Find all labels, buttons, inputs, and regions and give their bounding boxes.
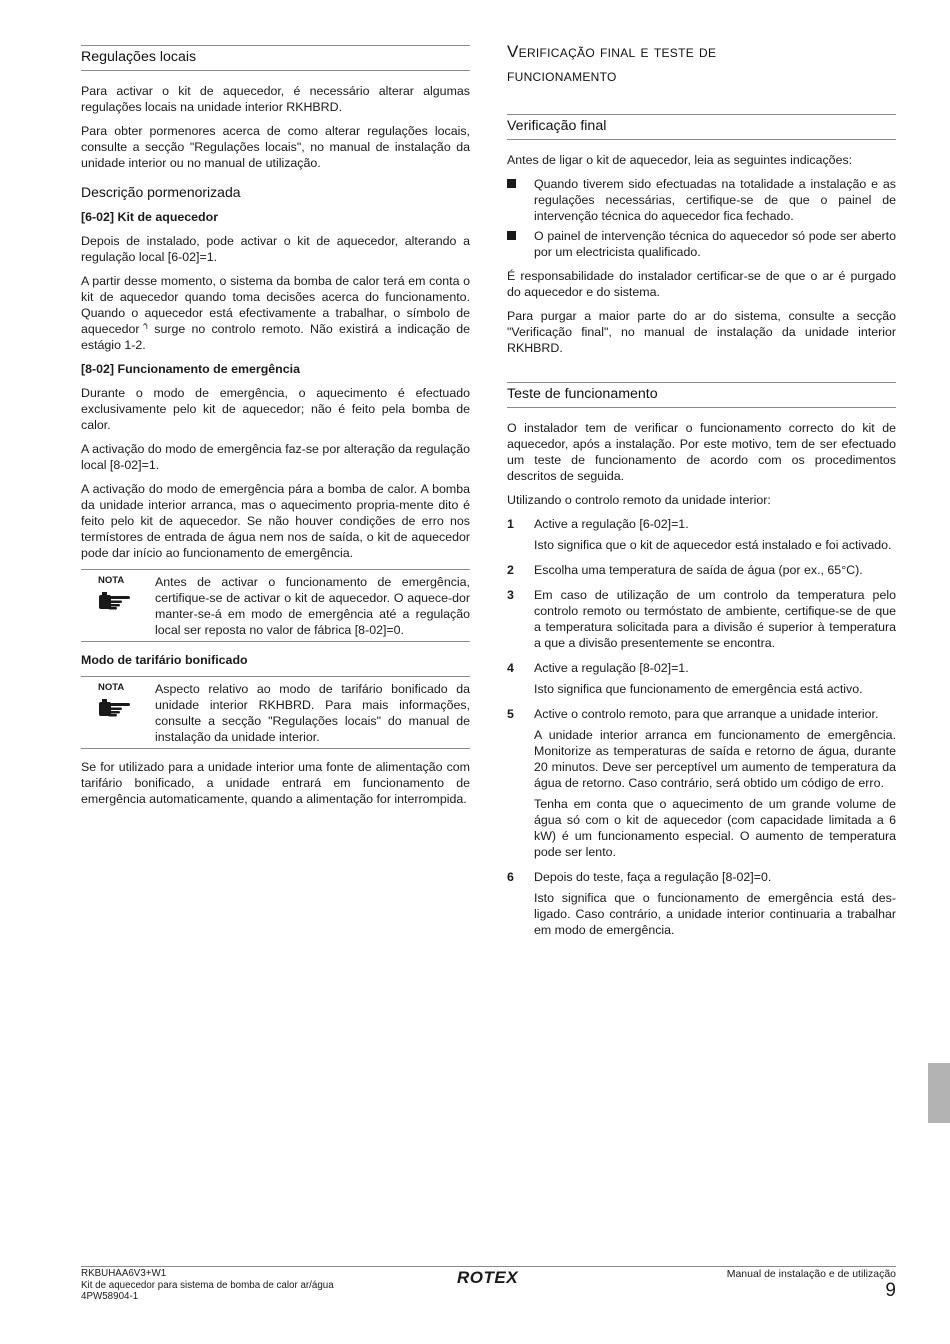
note-box-tariff	[81, 676, 470, 749]
step-number: 4	[507, 661, 514, 675]
step-number: 5	[507, 707, 514, 721]
pointing-hand-icon	[81, 698, 155, 722]
final-check-paragraph-2: Para purgar a maior parte do ar do sistema, consulte a secção "Verificação final", no manual de instalação da unidade interior RKHBRD.	[507, 309, 896, 355]
step-detail: Isto significa que o kit de aquecedor está instalado e foi activado.	[534, 538, 892, 552]
step-detail: Tenha em conta que o aquecimento de um grande volume de água só com o kit de aquecedor (com capacidade limitada a 6 kW) é um funcionamento especial. O aumento de temperatura pode ser lento.	[534, 797, 896, 859]
step-detail: Isto significa que o funcionamento de emergência está des-ligado. Caso contrário, a unidade interior continuaria a trabalhar em modo de emergência.	[534, 891, 896, 937]
local-settings-paragraph-2: Para obter pormenores acerca de como alterar regulações locais, consulte a secção "Regulações locais", no manual de instalação da unidade interior ou no manual de utilização.	[81, 124, 470, 170]
note-label: NOTA	[98, 575, 125, 586]
test-run-paragraph-1: O instalador tem de verificar o funcionamento correcto do kit de aquecedor, após a instalação. Por este motivo, tem de ser efectuado um teste de funcionamento de acordo com os procedimentos descritos de seguida.	[507, 421, 896, 483]
bullet-item	[507, 228, 896, 260]
section-heading-final-check: Verificação final	[507, 114, 896, 140]
emergency-paragraph-3: A activação do modo de emergência pára a bomba de calor. A bomba da unidade interior arranca, mas o aquecimento propria-mente dito é feito pelo kit de aquecedor. Se não houver condições de erro nos termístores de entrada de água nem nos de saída, o kit de aquecedor pode dar início ao funcionamento de emergência.	[81, 482, 470, 560]
step-item	[507, 587, 896, 656]
step-text: Active a regulação [6-02]=1.	[534, 517, 689, 531]
footer-code: 4PW58904-1	[81, 1291, 139, 1302]
step-text: Active a regulação [8-02]=1.	[534, 661, 689, 675]
step-item	[507, 706, 896, 865]
note-text: Antes de activar o funcionamento de emergência, certifique-se de activar o kit de aquecedor. O aquece-dor manter-se-á em modo de emergência até a regulação local ser reposta no valor de fábrica [8-02]=0.	[155, 575, 470, 637]
bullet-item	[507, 176, 896, 224]
emergency-paragraph-2: A activação do modo de emergência faz-se por alteração da regulação local [8-02]=1.	[81, 442, 470, 472]
kit-heading: [6-02] Kit de aquecedor	[81, 210, 219, 224]
tariff-heading: Modo de tarifário bonificado	[81, 653, 248, 667]
step-text: Depois do teste, faça a regulação [8-02]=0.	[534, 870, 772, 884]
tariff-paragraph: Se for utilizado para a unidade interior uma fonte de alimentação com tarifário bonificado, a unidade entrará em funcionamento de emergência automaticamente, quando a alimentação for interrompida.	[81, 760, 470, 806]
left-column	[81, 40, 470, 815]
bullet-text: Quando tiverem sido efectuadas na totalidade a instalação e as regulações necessárias, certifique-se de que o painel de intervenção técnica do aquecedor fica fechado.	[534, 177, 896, 223]
emergency-heading: [8-02] Funcionamento de emergência	[81, 362, 300, 376]
step-text: Em caso de utilização de um controlo da temperatura pelo controlo remoto ou termóstato de ambiente, certifique-se de que a temperatura solicitada para a divisão é superior à temperatura a que a divisão presentemente se encontra.	[534, 588, 896, 650]
section-heading-test-run: Teste de funcionamento	[507, 382, 896, 408]
footer-model: RKBUHAA6V3+W1	[81, 1268, 167, 1279]
note-text: Aspecto relativo ao modo de tarifário bonificado da unidade interior RKHBRD. Para mais informações, consulte a secção "Regulações locais" do manual de instalação da unidade interior.	[155, 682, 470, 744]
detail-heading: Descrição pormenorizada	[81, 184, 241, 200]
step-item	[507, 562, 896, 583]
local-settings-paragraph-1: Para activar o kit de aquecedor, é necessário alterar algumas regulações locais na unidade interior RKHBRD.	[81, 84, 470, 114]
chapter-title-line-2: funcionamento	[507, 66, 617, 85]
footer-manual-title: Manual de instalação e de utilização	[726, 1268, 896, 1280]
step-text: Escolha uma temperatura de saída de água (por ex., 65°C).	[534, 563, 863, 577]
pointing-hand-icon	[81, 591, 155, 615]
rotex-logo: ROTEX	[457, 1268, 519, 1287]
step-item	[507, 516, 896, 558]
step-item	[507, 869, 896, 943]
footer-manual-info	[727, 1268, 896, 1302]
kit-paragraph-1: Depois de instalado, pode activar o kit de aquecedor, alterando a regulação local [6-02]=1.	[81, 234, 470, 264]
step-text: Active o controlo remoto, para que arranque a unidade interior.	[534, 707, 879, 721]
step-detail: Isto significa que funcionamento de emergência está activo.	[534, 682, 863, 696]
footer-document-info	[81, 1268, 334, 1303]
final-check-intro: Antes de ligar o kit de aquecedor, leia as seguintes indicações:	[507, 153, 853, 167]
chapter-tab-marker	[928, 1063, 950, 1123]
page-number: 9	[885, 1280, 896, 1301]
step-number: 2	[507, 563, 514, 577]
kit-paragraph-2: A partir desse momento, o sistema da bomba de calor terá em conta o kit de aquecedor quando toma decisões acerca do funcionamento. Quando o aquecedor está efectivamente a trabalhar, o símbolo de aquecedor ⁱ̂ surge no controlo remoto. Não existirá a indicação de estágio 1-2.	[81, 274, 470, 352]
bullet-square-icon	[507, 176, 534, 224]
bullet-text: O painel de intervenção técnica do aquecedor só pode ser aberto por um electricista qualificado.	[534, 229, 896, 259]
note-marker	[81, 574, 155, 638]
step-item	[507, 660, 896, 702]
note-label: NOTA	[98, 682, 125, 693]
footer-description: Kit de aquecedor para sistema de bomba de calor ar/água	[81, 1279, 334, 1291]
chapter-title	[507, 40, 896, 88]
step-number: 1	[507, 517, 514, 531]
step-detail: A unidade interior arranca em funcionamento de emergência. Monitorize as temperaturas de saída e retorno de água, durante 20 minutos. Deve ser perceptível um aumento de temperatura da água de retorno. Caso contrário, será obtido um código de erro.	[534, 728, 896, 790]
note-marker	[81, 681, 155, 745]
right-column	[507, 40, 896, 947]
final-check-paragraph-1: É responsabilidade do instalador certificar-se de que o ar é purgado do aquecedor e do sistema.	[507, 269, 896, 299]
bullet-square-icon	[507, 228, 534, 260]
page-footer	[81, 1266, 896, 1302]
footer-rule	[81, 1266, 896, 1267]
step-number: 3	[507, 588, 514, 602]
emergency-paragraph-1: Durante o modo de emergência, o aquecimento é efectuado exclusivamente pelo kit de aquecedor; não é feito pela bomba de calor.	[81, 386, 470, 432]
step-number: 6	[507, 870, 514, 884]
chapter-title-line-1: Verificação final e teste de	[507, 42, 717, 61]
test-run-paragraph-2: Utilizando o controlo remoto da unidade interior:	[507, 493, 771, 507]
section-heading-local-settings: Regulações locais	[81, 45, 470, 71]
note-box-emergency	[81, 569, 470, 642]
